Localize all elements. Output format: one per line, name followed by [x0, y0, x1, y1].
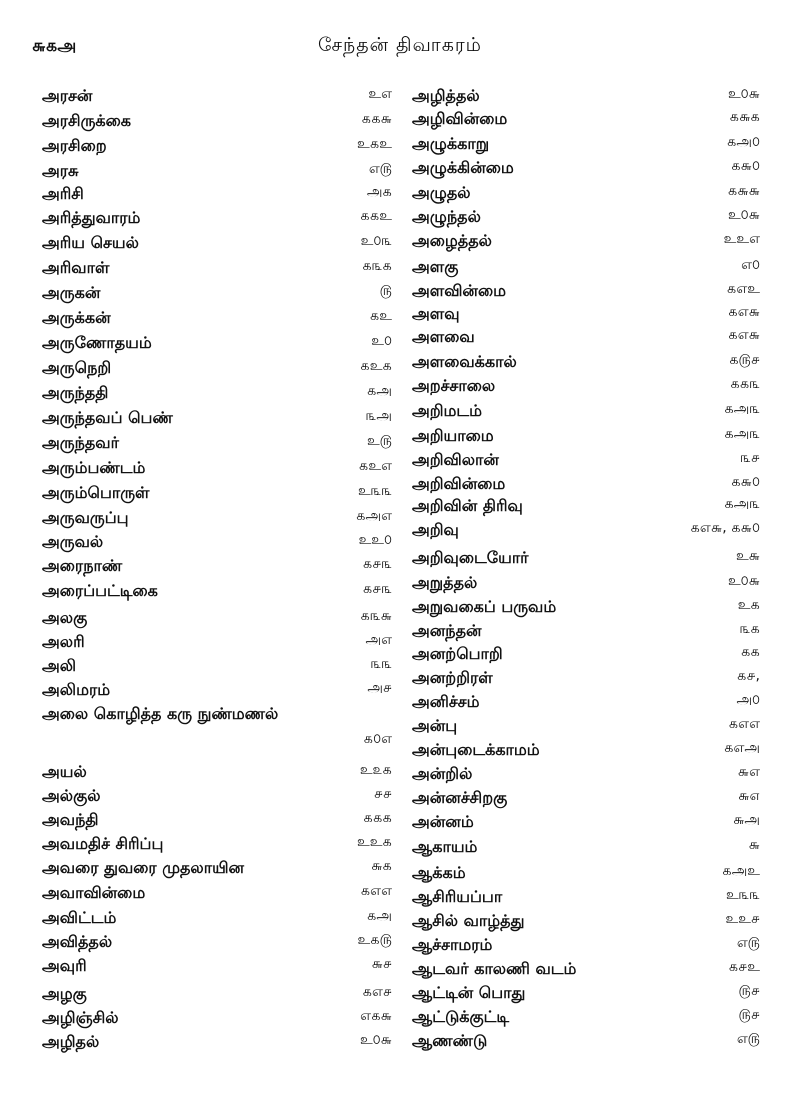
left-index-entry: [42, 532, 392, 554]
left-index-entry: [42, 704, 392, 726]
entry-word: அவந்தி: [42, 810, 99, 829]
entry-reference-number: எ௦: [741, 257, 760, 273]
entry-reference-number: ௧௬௬: [727, 183, 760, 199]
entry-reference-number: ௧அ௩: [724, 426, 760, 442]
entry-word: அறிவுடையோர்: [412, 548, 529, 567]
right-index-entry: [412, 304, 760, 326]
right-index-entry: [412, 911, 760, 933]
right-index-entry: [412, 597, 760, 619]
entry-word: அருகன்: [42, 283, 101, 302]
left-index-entry: [42, 834, 392, 856]
left-index-entry: [42, 908, 392, 930]
left-index-entry: [42, 136, 392, 158]
entry-reference-number: ௧எஎ: [360, 883, 392, 899]
entry-reference-number: ௧௧௩: [730, 376, 760, 392]
left-index-entry: [42, 358, 392, 380]
right-index-entry: [412, 183, 760, 205]
entry-reference-number: ௧௫௪: [729, 352, 760, 368]
entry-reference-number: ௧௧: [740, 644, 760, 660]
left-index-entry: [42, 762, 392, 784]
left-index-entry: [42, 308, 392, 330]
entry-reference-number: ௧எஉ: [726, 281, 760, 297]
entry-reference-number: உ௫: [367, 433, 392, 449]
entry-reference-number: ௫: [379, 283, 392, 299]
entry-word: அறிவின் திரிவு: [412, 496, 523, 515]
left-index-entry: [42, 810, 392, 832]
entry-reference-number: ௩௪: [740, 450, 760, 466]
left-index-entry: [42, 508, 392, 530]
right-index-entry: [412, 327, 760, 349]
right-index-entry: [412, 644, 760, 666]
right-index-entry: [412, 887, 760, 909]
entry-word: அரசிறை: [42, 136, 107, 155]
entry-word: அறுத்தல்: [412, 573, 478, 592]
right-index-entry: [412, 158, 760, 180]
entry-reference-number: ௬௭: [738, 788, 760, 804]
right-index-entry: [412, 812, 760, 834]
entry-reference-number: உ௦௬: [727, 86, 760, 102]
left-index-entry: [42, 458, 392, 480]
entry-reference-number: ௧அஎ: [355, 508, 392, 524]
entry-reference-number: ௧௪உ: [728, 959, 760, 975]
entry-word: அழுதல்: [412, 183, 471, 202]
entry-reference-number: அ௧: [366, 184, 392, 200]
entry-reference-number: ௬௪: [371, 956, 392, 972]
entry-word: அலிமரம்: [42, 680, 111, 699]
entry-reference-number: உஉ௦: [358, 532, 392, 548]
entry-reference-number: ௧௪௩: [362, 581, 392, 597]
entry-word: அவிட்டம்: [42, 908, 117, 927]
entry-reference-number: உ௨௧: [359, 762, 392, 778]
entry-word: அனிச்சம்: [412, 692, 480, 711]
entry-word: அரிவாள்: [42, 258, 110, 277]
entry-reference-number: ௧௧௧: [363, 810, 392, 826]
left-index-entry: [42, 161, 392, 183]
entry-word: ஆணண்டு: [412, 1031, 488, 1050]
entry-word: அரைப்பட்டிகை: [42, 581, 158, 600]
entry-word: ஆகாயம்: [412, 837, 478, 856]
entry-reference-number: உ௧: [737, 597, 760, 613]
right-index-entry: [412, 257, 760, 279]
left-index-entry: [42, 1008, 392, 1030]
left-index-entry: [42, 233, 392, 255]
right-index-entry: [412, 716, 760, 738]
entry-reference-number: ௧உ௧: [360, 358, 392, 374]
entry-word: அறிவின்மை: [412, 474, 506, 493]
right-index-entry: [412, 450, 760, 472]
entry-word: அரித்துவாரம்: [42, 208, 141, 227]
entry-word: அரசிருக்கை: [42, 111, 132, 130]
left-index-entry: [42, 483, 392, 505]
entry-reference-number: உஉ௪: [725, 911, 760, 927]
entry-reference-number: எ௫: [736, 1031, 760, 1047]
entry-reference-number: ௧௬௦: [731, 474, 760, 490]
right-index-entry: [412, 1031, 760, 1053]
entry-word: அழுந்தல்: [412, 207, 481, 226]
left-index-entry: [42, 556, 392, 578]
right-index-entry: [412, 401, 760, 423]
right-index-entry: [412, 376, 760, 398]
entry-reference-number: ௫௪: [738, 983, 760, 999]
entry-reference-number: ௧உஎ: [358, 458, 392, 474]
entry-reference-number: ௧அ௦: [726, 134, 760, 150]
entry-reference-number: ௪௪: [373, 786, 392, 802]
right-index-entry: [412, 621, 760, 643]
entry-word: அளவு: [412, 304, 460, 323]
right-index-entry: [412, 86, 760, 108]
entry-word: அறிவு: [412, 520, 459, 539]
entry-word: ஆசில் வாழ்த்து: [412, 911, 525, 930]
entry-word: ஆட்டின் பொது: [412, 983, 526, 1002]
entry-word: ஆசிரியப்பா: [412, 887, 503, 906]
entry-word: அலரி: [42, 632, 85, 651]
entry-word: அவித்தல்: [42, 932, 113, 951]
entry-reference-number: ௧எ௬, ௧௬௦: [690, 520, 760, 536]
entry-word: அரும்பொருள்: [42, 483, 150, 502]
entry-word: அழித்தல்: [412, 86, 480, 105]
left-index-entry: [42, 258, 392, 280]
left-index-entry: [42, 680, 392, 702]
left-index-entry: [42, 956, 392, 978]
entry-word: ஆட்டுக்குட்டி: [412, 1007, 510, 1026]
entry-word: அருநெறி: [42, 358, 112, 377]
entry-reference-number: ௫௪: [738, 1007, 760, 1023]
entry-word: அன்பு: [412, 716, 458, 735]
entry-reference-number: ௧௪௩: [362, 556, 392, 572]
entry-reference-number: ௧௪,: [736, 668, 760, 684]
right-index-entry: [412, 109, 760, 131]
entry-word: அரைநாண்: [42, 556, 123, 575]
entry-word: அளவைக்கால்: [412, 352, 517, 371]
entry-reference-number: அ௪: [367, 680, 392, 696]
right-index-entry: [412, 496, 760, 518]
entry-word: அரிய செயல்: [42, 233, 139, 252]
entry-word: அறுவகைப் பருவம்: [412, 597, 557, 616]
right-index-entry: [412, 426, 760, 448]
left-index-entry: [42, 383, 392, 405]
entry-reference-number: ௧எ௬: [728, 304, 760, 320]
right-index-entry: [412, 983, 760, 1005]
entry-word: அருவல்: [42, 532, 104, 551]
entry-reference-number: உ௦௩: [360, 233, 392, 249]
entry-reference-number: ௧௧௬: [361, 111, 392, 127]
entry-word: அலகு: [42, 608, 88, 627]
entry-word: அவமதிச் சிரிப்பு: [42, 834, 164, 853]
left-index-entry: [42, 184, 392, 206]
left-index-entry: [42, 858, 392, 880]
left-index-entry: [42, 786, 392, 808]
right-index-entry: [412, 352, 760, 374]
entry-reference-number: ௧அ: [366, 383, 392, 399]
entry-word: அவாவின்மை: [42, 883, 146, 902]
entry-word: அழிவின்மை: [412, 109, 508, 128]
entry-word: அருவருப்பு: [42, 508, 129, 527]
entry-word: அளவின்மை: [412, 281, 506, 300]
entry-word: அறிவிலான்: [412, 450, 499, 469]
right-index-entry: [412, 231, 760, 253]
right-index-entry: [412, 935, 760, 957]
entry-continuation-number: ௧௦எ: [363, 731, 392, 747]
entry-word: அளகு: [412, 257, 459, 276]
entry-word: ஆச்சாமரம்: [412, 935, 493, 954]
entry-reference-number: ௧அ: [366, 908, 392, 924]
entry-reference-number: உ௦௬: [727, 207, 760, 223]
entry-reference-number: ௧௧உ: [360, 208, 392, 224]
entry-word: அறிமடம்: [412, 401, 483, 420]
left-index-entry: [42, 333, 392, 355]
left-index-entry: [42, 984, 392, 1006]
entry-word: அறியாமை: [412, 426, 494, 445]
right-index-entry: [412, 863, 760, 885]
entry-word: அன்புடைக்காமம்: [412, 740, 540, 759]
entry-reference-number: உ௬: [735, 548, 760, 564]
entry-word: அரிசி: [42, 184, 84, 203]
entry-word: அருந்தவர்: [42, 433, 119, 452]
entry-reference-number: ௧௬௦: [731, 158, 760, 174]
entry-reference-number: உ௦௬: [727, 573, 760, 589]
entry-reference-number: ௧எ௬: [728, 327, 760, 343]
entry-word: அனற்றிரள்: [412, 668, 493, 687]
entry-word: அலி: [42, 656, 77, 675]
right-index-entry: [412, 281, 760, 303]
left-index-entry: [42, 283, 392, 305]
entry-reference-number: எ௫: [736, 935, 760, 951]
entry-reference-number: அஎ: [365, 632, 392, 648]
entry-word: அரசன்: [42, 86, 93, 105]
entry-word: அருணோதயம்: [42, 333, 152, 352]
right-index-entry: [412, 740, 760, 762]
entry-word: அழகு: [42, 984, 87, 1003]
entry-reference-number: ௧எ௪: [362, 984, 392, 1000]
right-index-entry: [412, 207, 760, 229]
entry-word: அரும்பண்டம்: [42, 458, 146, 477]
left-index-entry: [42, 433, 392, 455]
entry-word: அல்குல்: [42, 786, 101, 805]
left-index-entry: [42, 86, 392, 108]
entry-word: அருந்ததி: [42, 383, 109, 402]
left-index-entry: [42, 932, 392, 954]
right-index-entry: [412, 573, 760, 595]
left-index-entry: [42, 1032, 392, 1054]
right-index-entry: [412, 474, 760, 496]
entry-reference-number: ௩௧: [739, 621, 760, 637]
entry-word: அழிஞ்சில்: [42, 1008, 119, 1027]
right-index-entry: [412, 959, 760, 981]
entry-reference-number: உ௩௩: [357, 483, 392, 499]
entry-reference-number: உ௦: [371, 333, 392, 349]
entry-reference-number: உ௧உ: [357, 136, 392, 152]
entry-reference-number: ௬: [748, 837, 760, 853]
entry-reference-number: உ௦௬: [359, 1032, 392, 1048]
right-index-entry: [412, 668, 760, 690]
entry-reference-number: ௧அ௩: [724, 496, 760, 512]
entry-word: அருந்தவப் பெண்: [42, 408, 173, 427]
right-index-entry: [412, 548, 760, 570]
entry-word: ஆக்கம்: [412, 863, 466, 882]
entry-reference-number: உஉஎ: [723, 231, 760, 247]
right-index-entry: [412, 837, 760, 859]
entry-word: அவரை துவரை முதலாயின: [42, 858, 244, 877]
entry-reference-number: ௩அ: [365, 408, 392, 424]
right-index-entry: [412, 1007, 760, 1029]
entry-word: அன்றில்: [412, 764, 473, 783]
entry-reference-number: ௧௬௧: [729, 109, 760, 125]
entry-reference-number: ௧உ: [369, 308, 392, 324]
entry-word: அளவை: [412, 327, 475, 346]
entry-word: அறச்சாலை: [412, 376, 496, 395]
entry-reference-number: ௧௩௧: [362, 258, 392, 274]
left-index-entry: [42, 608, 392, 630]
page-number: ௬௧அ: [32, 36, 77, 56]
entry-word: அலை கொழித்த கரு நுண்மணல்: [42, 704, 279, 723]
entry-reference-number: எ௫: [368, 161, 392, 177]
entry-reference-number: ௬அ: [733, 812, 760, 828]
entry-reference-number: ௧எஅ: [723, 740, 760, 756]
entry-word: அயல்: [42, 762, 87, 781]
left-index-entry: [42, 408, 392, 430]
right-index-entry: [412, 764, 760, 786]
right-index-entry: [412, 134, 760, 156]
entry-word: அழிதல்: [42, 1032, 100, 1051]
entry-reference-number: ௧அஉ: [722, 863, 760, 879]
left-index-entry: [42, 111, 392, 133]
page-title: சேந்தன் திவாகரம்: [318, 34, 482, 56]
entry-reference-number: அ௦: [736, 692, 760, 708]
entry-word: அழைத்தல்: [412, 231, 492, 250]
entry-reference-number: உ௧௫: [357, 932, 392, 948]
right-index-entry: [412, 692, 760, 714]
entry-word: அழுக்கின்மை: [412, 158, 514, 177]
entry-reference-number: ௧அ௩: [724, 401, 760, 417]
entry-reference-number: ௬எ: [737, 764, 760, 780]
left-index-entry: [42, 883, 392, 905]
entry-reference-number: உஎ: [368, 86, 392, 102]
entry-reference-number: உஉ௧: [357, 834, 392, 850]
entry-reference-number: ௬௧: [371, 858, 392, 874]
entry-reference-number: உ௩௩: [725, 887, 760, 903]
entry-word: அவுரி: [42, 956, 87, 975]
entry-word: அனற்பொறி: [412, 644, 503, 663]
left-index-entry: [42, 632, 392, 654]
entry-word: ஆடவர் காலணி வடம்: [412, 959, 577, 978]
entry-word: அரசு: [42, 161, 79, 180]
entry-word: அன்னம்: [412, 812, 474, 831]
left-index-entry: [42, 581, 392, 603]
left-index-entry: [42, 656, 392, 678]
entry-reference-number: ௧எஎ: [728, 716, 760, 732]
entry-word: அனந்தன்: [412, 621, 482, 640]
right-index-entry: [412, 520, 760, 542]
left-index-entry: [42, 208, 392, 230]
entry-reference-number: எ௧௬: [360, 1008, 392, 1024]
right-index-entry: [412, 788, 760, 810]
entry-reference-number: ௩௩: [370, 656, 392, 672]
entry-reference-number: ௧௩௬: [360, 608, 392, 624]
entry-word: அழுக்காறு: [412, 134, 490, 153]
entry-word: அருக்கன்: [42, 308, 111, 327]
entry-word: அன்னச்சிறகு: [412, 788, 508, 807]
